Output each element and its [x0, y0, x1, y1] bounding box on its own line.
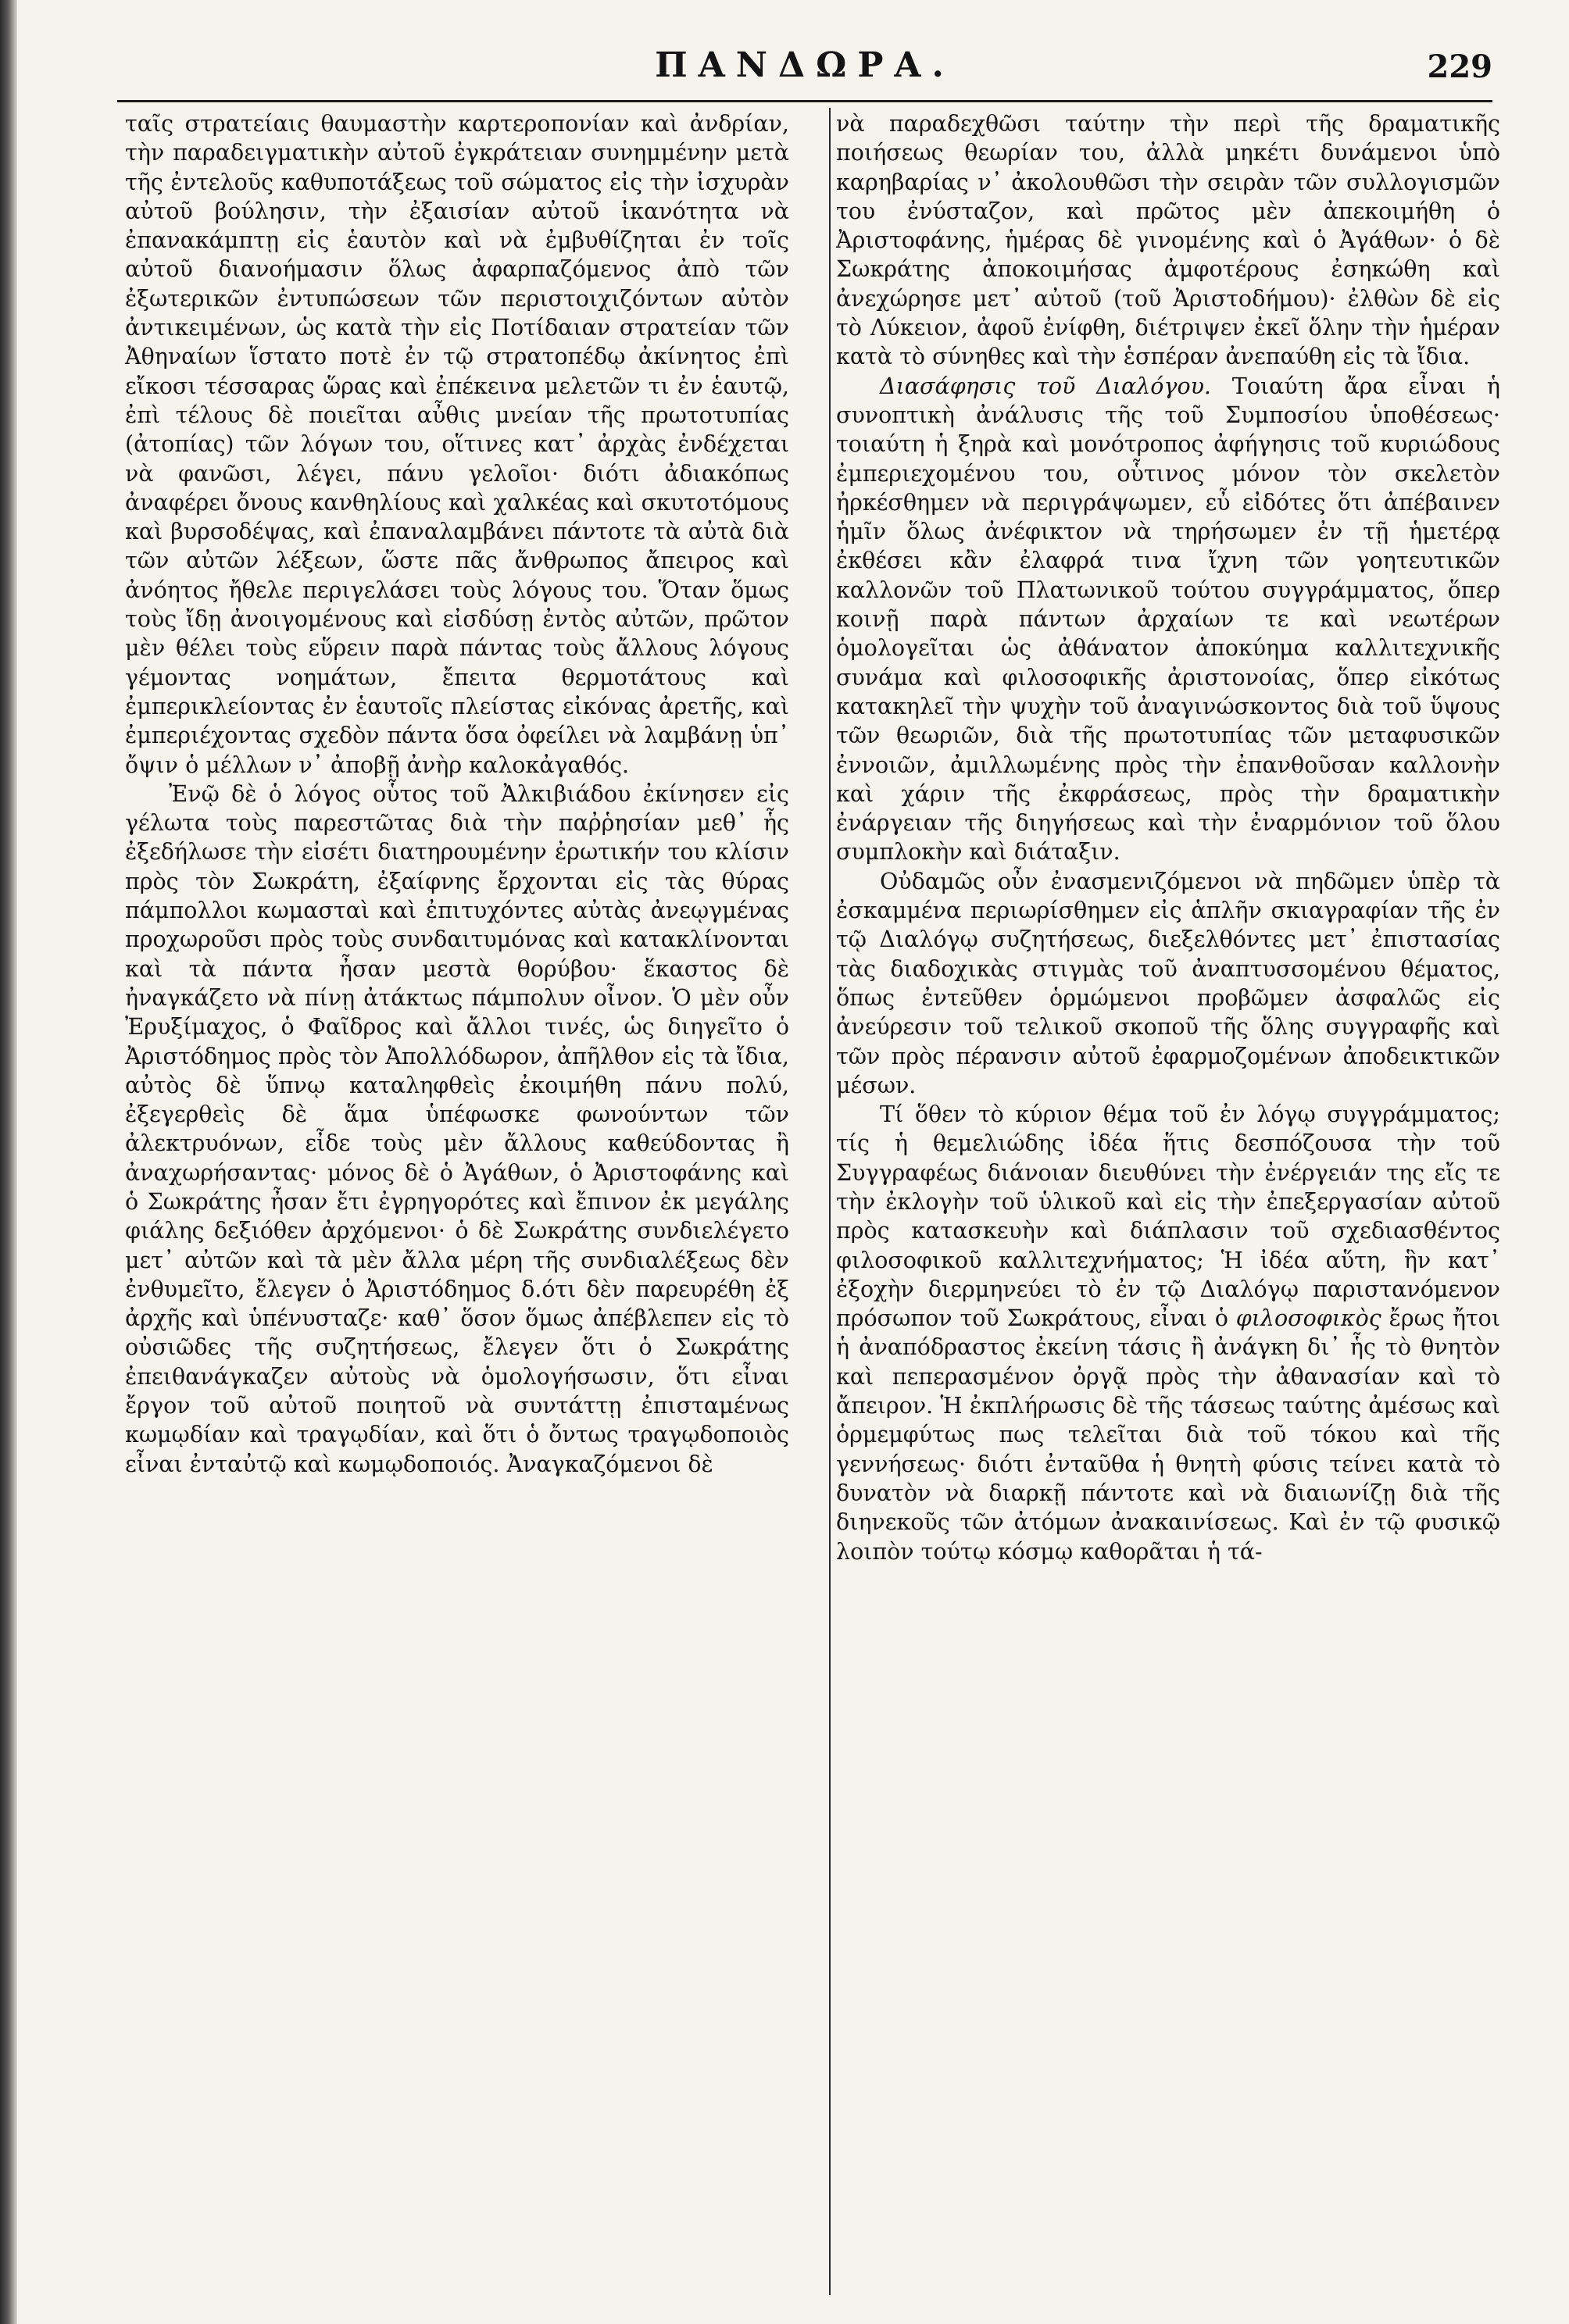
- page-number: 229: [1427, 48, 1492, 85]
- paragraph: [836, 1100, 1500, 1566]
- left-column: [125, 109, 789, 1479]
- paragraph: Οὐδαμῶς οὖν ἐνασμενιζόμενοι νὰ πηδῶμεν ὑπὲρ τὰ ἐσκαμμένα περιωρίσθημεν εἰς ἁπλῆν σκιαγραφίαν τῆς ἐν τῷ Διαλόγῳ συζητήσεως, διεξελθόντες μετ᾽ ἐπιστασίας τὰς διαδοχικὰς στιγμὰς τοῦ ἀναπτυσσομένου θέματος, ὅπως ἐντεῦθεν ὁρμώμενοι προβῶμεν ἀσφαλῶς εἰς ἀνεύρεσιν τοῦ τελικοῦ σκοποῦ τῆς ὅλης συγγραφῆς καὶ τῶν πρὸς πέρανσιν αὐτοῦ ἐφαρμοζομένων ἀποδεικτικῶν μέσων.: [836, 868, 1500, 1098]
- header-rule: [117, 100, 1492, 102]
- right-column: [836, 109, 1500, 1566]
- page-binding-edge: [0, 0, 17, 2324]
- paragraph: Ἐνῷ δὲ ὁ λόγος οὗτος τοῦ Ἀλκιβιάδου ἐκίνησεν εἰς γέλωτα τοὺς παρεστῶτας διὰ τὴν παῤῥησίαν μεθ᾽ ἧς ἐξεδήλωσε τὴν εἰσέτι διατηρουμένην ἐρωτικήν του κλίσιν πρὸς τὸν Σωκράτη, ἐξαίφνης ἔρχονται εἰς τὰς θύρας πάμπολλοι κωμασταὶ καὶ ἐπιτυχόντες αὐτὰς ἀνεῳγμένας προχωροῦσι πρὸς τοὺς συνδαιτυμόνας καὶ κατακλίνονται καὶ τὰ πάντα ἦσαν μεστὰ θορύβου· ἕκαστος δὲ ἠναγκάζετο νὰ πίνῃ ἀτάκτως πάμπολυν οἶνον. Ὁ μὲν οὖν Ἐρυξίμαχος, ὁ Φαῖδρος καὶ ἄλλοι τινές, ὡς διηγεῖτο ὁ Ἀριστόδημος πρὸς τὸν Ἀπολλόδωρον, ἀπῆλθον εἰς τὰ ἴδια, αὐτὸς δὲ ὕπνῳ καταληφθεὶς ἐκοιμήθη πάνυ πολύ, ἐξεγερθεὶς δὲ ἅμα ὑπέφωσκε φωνούντων τῶν ἀλεκτρυόνων, εἶδε τοὺς μὲν ἄλλους καθεύδοντας ἢ ἀναχωρήσαντας· μόνος δὲ ὁ Ἀγάθων, ὁ Ἀριστοφάνης καὶ ὁ Σωκράτης ἦσαν ἔτι ἐγρηγορότες καὶ ἔπινον ἐκ μεγάλης φιάλης δεξιόθεν ἀρχόμενοι· ὁ δὲ Σωκράτης συνδιελέγετο μετ᾽ αὐτῶν καὶ τὰ μὲν ἄλλα μέρη τῆς συνδιαλέξεως δὲν ἐνθυμεῖτο, ἔλεγεν ὁ Ἀριστόδημος δ.ότι δὲν παρευρέθη ἐξ ἀρχῆς καὶ ὑπένυσταζε· καθ᾽ ὅσον ὅμως ἀπέβλεπεν εἰς τὸ οὐσιῶδες τῆς συζητήσεως, ἔλεγεν ὅτι ὁ Σωκράτης ἐπειθανάγκαζεν αὐτοὺς νὰ ὁμολογήσωσιν, ὅτι εἶναι ἔργον τοῦ αὐτοῦ ποιητοῦ νὰ συντάττῃ ἐπισταμένως κωμῳδίαν καὶ τραγῳδίαν, καὶ ὅτι ὁ ὄντως τραγῳδοποιὸς εἶναι ἐνταὐτῷ καὶ κωμῳδοποιός. Ἀναγκαζόμενοι δὲ: [125, 780, 789, 1477]
- paragraph: [836, 372, 1500, 867]
- paragraph-text: Τοιαύτη ἄρα εἶναι ἡ συνοπτικὴ ἀνάλυσις τῆς τοῦ Συμποσίου ὑποθέσεως· τοιαύτη ἡ ξηρὰ καὶ μονότροπος ἀφήγησις τοῦ κυριώδους ἐμπεριεχομένου του, οὗτινος μόνον τὸν σκελετὸν ἠρκέσθημεν νὰ περιγράψωμεν, εὖ εἰδότες ὅτι ἀπέβαινεν ἡμῖν ὅλως ἀνέφικτον νὰ τηρήσωμεν ἐν τῇ ἡμετέρᾳ ἐκθέσει κἂν ἐλαφρά τινα ἴχνη τῶν γοητευτικῶν καλλονῶν τοῦ Πλατωνικοῦ τούτου συγγράμματος, ὅπερ κοινῇ παρὰ πάντων ἀρχαίων τε καὶ νεωτέρων ὁμολογεῖται ὡς ἀθάνατον ἀποκύημα καλλιτεχνικῆς συνάμα καὶ φιλοσοφικῆς ἀριστονοίας, ὅπερ εἰκότως κατακηλεῖ τὴν ψυχὴν τοῦ ἀναγινώσκοντος διὰ τοῦ ὕψους τῶν θεωριῶν, διὰ τῆς πρωτοτυπίας τῶν μεταφυσικῶν ἐννοιῶν, ἀμιλλωμένης πρὸς τὴν ἐπανθοῦσαν καλλονὴν καὶ χάριν τῆς ἐκφράσεως, πρὸς τὴν δραματικὴν ἐνάργειαν τῆς διηγήσεως καὶ τὴν ἐναρμόνιον τοῦ ὅλου συμπλοκὴν καὶ διάταξιν.: [836, 373, 1500, 866]
- column-divider: [829, 108, 831, 2295]
- paragraph-text: ἔρως ἤτοι ἡ ἀναπόδραστος ἐκείνη τάσις ἢ ἀνάγκη δι᾽ ἧς τὸ θνητὸν καὶ πεπερασμένον ὀργᾷ πρὸς τὴν ἀθανασίαν καὶ τὸ ἄπειρον. Ἡ ἐκπλήρωσις δὲ τῆς τάσεως ταύτης ἀμέσως καὶ ὁρμεμφύτως πως τελεῖται διὰ τοῦ τόκου καὶ τῆς γεννήσεως· διότι ἐνταῦθα ἡ θνητὴ φύσις τείνει κατὰ τὸ δυνατὸν νὰ διαρκῇ πάντοτε καὶ νὰ διαιωνίζῃ διὰ τῆς διηνεκοῦς τῶν ἀτόμων ἀνακαινίσεως. Καὶ ἐν τῷ φυσικῷ λοιπὸν τούτῳ κόσμῳ καθορᾶται ἡ τά-: [836, 1305, 1500, 1565]
- emphasized-term: φιλοσοφικὸς: [1235, 1305, 1381, 1332]
- section-heading: Διασάφησις τοῦ Διαλόγου.: [880, 373, 1211, 399]
- paragraph: νὰ παραδεχθῶσι ταύτην τὴν περὶ τῆς δραματικῆς ποιήσεως θεωρίαν του, ἀλλὰ μηκέτι δυνάμενοι ὑπὸ καρηβαρίας ν᾽ ἀκολουθῶσι τὴν σειρὰν τῶν συλλογισμῶν του ἐνύσταζον, καὶ πρῶτος μὲν ἀπεκοιμήθη ὁ Ἀριστοφάνης, ἡμέρας δὲ γινομένης καὶ ὁ Ἀγάθων· ὁ δὲ Σωκράτης ἀποκοιμήσας ἀμφοτέρους ἐσηκώθη καὶ ἀνεχώρησε μετ᾽ αὐτοῦ (τοῦ Ἀριστοδήμου)· ἐλθὼν δὲ εἰς τὸ Λύκειον, ἀφοῦ ἐνίφθη, διέτριψεν ἐκεῖ ὅλην τὴν ἡμέραν κατὰ τὸ σύνηθες καὶ τὴν ἑσπέραν ἀνεπαύθη εἰς τὰ ἴδια.: [836, 111, 1500, 370]
- running-title: ΠΑΝΔΩΡΑ.: [655, 45, 955, 85]
- paragraph: ταῖς στρατείαις θαυμαστὴν καρτεροπονίαν καὶ ἀνδρίαν, τὴν παραδειγματικὴν αὐτοῦ ἐγκράτειαν συνημμένην μετὰ τῆς ἐντελοῦς καθυποτάξεως τοῦ σώματος εἰς τὴν ἰσχυρὰν αὐτοῦ βούλησιν, τὴν ἐξαισίαν αὐτοῦ ἱκανότητα νὰ ἐπανακάμπτῃ εἰς ἑαυτὸν καὶ νὰ ἐμβυθίζηται ἐν τοῖς αὐτοῦ διανοήμασιν ὅλως ἀφαρπαζόμενος ἀπὸ τῶν ἐξωτερικῶν ἐντυπώσεων τῶν περιστοιχιζόντων αὐτὸν ἀντικειμένων, ὡς κατὰ τὴν εἰς Ποτίδαιαν στρατείαν τῶν Ἀθηναίων ἵστατο ποτὲ ἐν τῷ στρατοπέδῳ ἀκίνητος ἐπὶ εἴκοσι τέσσαρας ὥρας καὶ ἐπέκεινα μελετῶν τι ἐν ἑαυτῷ, ἐπὶ τέλους δὲ ποιεῖται αὖθις μνείαν τῆς πρωτοτυπίας (ἀτοπίας) τῶν λόγων του, οἵτινες κατ᾽ ἀρχὰς ἐνδέχεται νὰ φανῶσι, λέγει, πάνυ γελοῖοι· διότι ἀδιακόπως ἀναφέρει ὄνους κανθηλίους καὶ χαλκέας καὶ σκυτοτόμους καὶ βυρσοδέψας, καὶ ἐπαναλαμβάνει πάντοτε τὰ αὐτὰ διὰ τῶν αὐτῶν λέξεων, ὥστε πᾶς ἄνθρωπος ἄπειρος καὶ ἀνόητος ἤθελε περιγελάσει τοὺς λόγους του. Ὅταν ὅμως τοὺς ἴδῃ ἀνοιγομένους καὶ εἰσδύσῃ ἐντὸς αὐτῶν, πρῶτον μὲν θέλει τοὺς εὕρειν παρὰ πάντας τοὺς ἄλλους λόγους γέμοντας νοημάτων, ἔπειτα θερμοτάτους καὶ ἐμπερικλείοντας ἐν ἑαυτοῖς πλείστας εἰκόνας ἀρετῆς, καὶ ἐμπεριέχοντας σχεδὸν πάντα ὅσα ὀφείλει νὰ λαμβάνῃ ὑπ᾽ ὄψιν ὁ μέλλων ν᾽ ἀποβῇ ἀνὴρ καλοκἀγαθός.: [125, 111, 789, 778]
- page-header: [117, 45, 1492, 92]
- paragraph-text: Τί ὅθεν τὸ κύριον θέμα τοῦ ἐν λόγῳ συγγράμματος; τίς ἡ θεμελιώδης ἰδέα ἥτις δεσπόζουσα τὴν τοῦ Συγγραφέως διάνοιαν διευθύνει τὴν ἐνέργειάν της εἴς τε τὴν ἐκλογὴν τοῦ ὑλικοῦ καὶ εἰς τὴν ἐπεξεργασίαν αὐτοῦ πρὸς κατασκευὴν καὶ διάπλασιν τοῦ σχεδιασθέντος φιλοσοφικοῦ καλλιτεχνήματος; Ἡ ἰδέα αὕτη, ἣν κατ᾽ ἐξοχὴν διερμηνεύει τὸ ἐν τῷ Διαλόγῳ παριστανόμενον πρόσωπον τοῦ Σωκράτους, εἶναι ὁ: [836, 1101, 1500, 1332]
